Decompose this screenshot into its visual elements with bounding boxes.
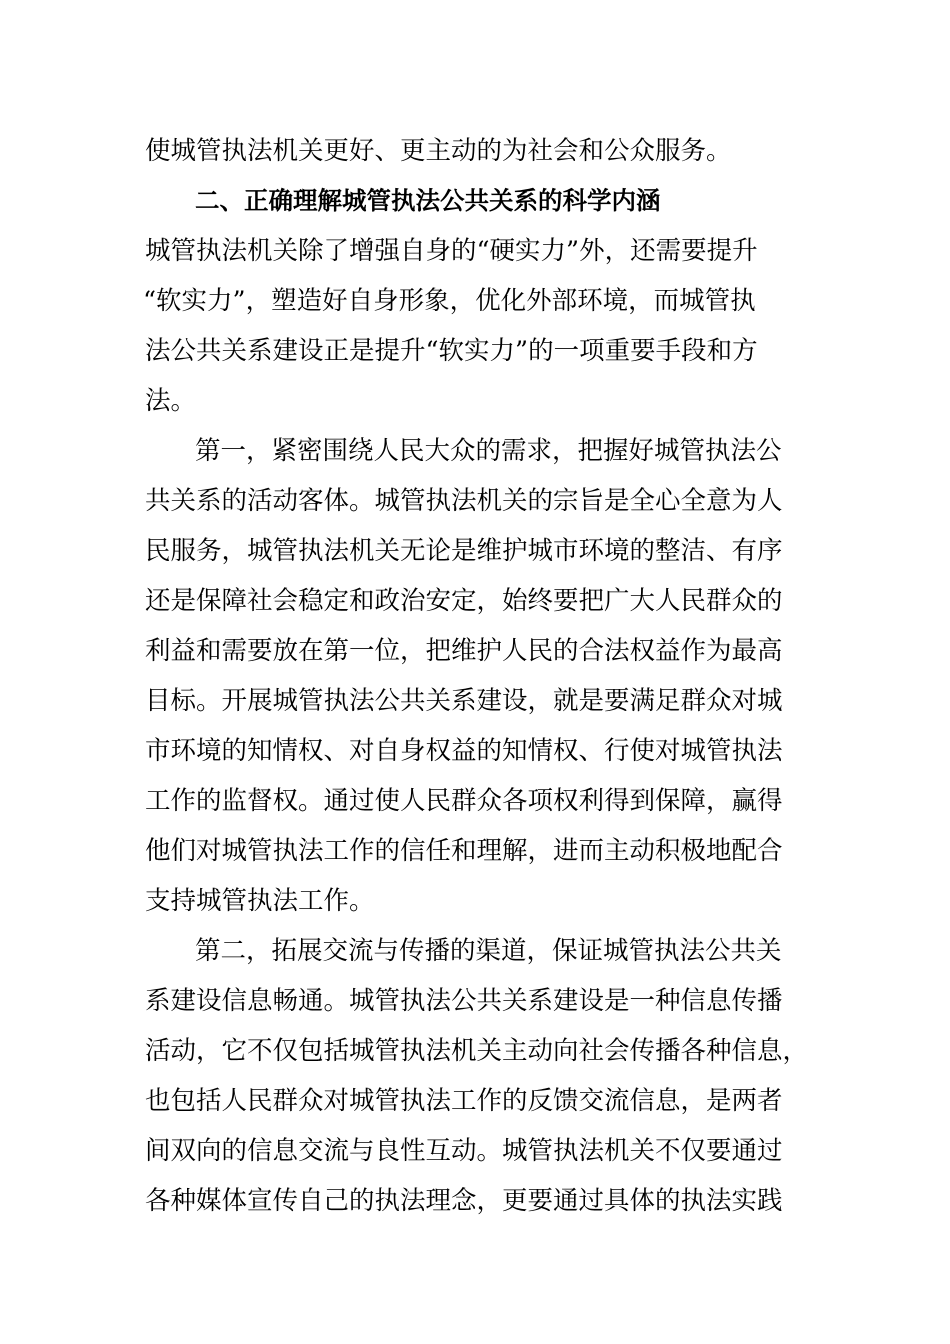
text-line: 他们对城管执法工作的信任和理解，进而主动积极地配合 (145, 836, 783, 866)
paragraph-first-line: 第二，拓展交流与传播的渠道，保证城管执法公共关 (195, 936, 782, 966)
section-heading: 二、正确理解城管执法公共关系的科学内涵 (195, 186, 661, 215)
text-line: 城管执法机关除了增强自身的“硬实力”外，还需要提升 (145, 236, 758, 266)
text-line: 也包括人民群众对城管执法工作的反馈交流信息，是两者 (145, 1086, 783, 1116)
text-line: 活动，它不仅包括城管执法机关主动向社会传播各种信息， (145, 1036, 809, 1066)
paragraph-first-line: 第一，紧密围绕人民大众的需求，把握好城管执法公 (195, 436, 782, 466)
text-line: 工作的监督权。通过使人民群众各项权利得到保障，赢得 (145, 786, 783, 816)
text-line: 目标。开展城管执法公共关系建设，就是要满足群众对城 (145, 686, 783, 716)
text-line: 法。 (145, 386, 197, 416)
text-line: 支持城管执法工作。 (145, 886, 375, 916)
text-line: 利益和需要放在第一位，把维护人民的合法权益作为最高 (145, 636, 783, 666)
text-line: 还是保障社会稳定和政治安定，始终要把广大人民群众的 (145, 586, 783, 616)
text-line: 民服务，城管执法机关无论是维护城市环境的整洁、有序 (145, 536, 783, 566)
text-line: 间双向的信息交流与良性互动。城管执法机关不仅要通过 (145, 1136, 783, 1166)
text-line: 共关系的活动客体。城管执法机关的宗旨是全心全意为人 (145, 486, 783, 516)
text-line: “软实力”，塑造好自身形象，优化外部环境，而城管执 (143, 286, 756, 316)
text-line: 法公共关系建设正是提升“软实力”的一项重要手段和方 (145, 336, 758, 366)
text-line: 各种媒体宣传自己的执法理念，更要通过具体的执法实践 (145, 1186, 783, 1216)
text-line: 使城管执法机关更好、更主动的为社会和公众服务。 (145, 136, 732, 166)
text-line: 系建设信息畅通。城管执法公共关系建设是一种信息传播 (145, 986, 783, 1016)
text-line: 市环境的知情权、对自身权益的知情权、行使对城管执法 (145, 736, 783, 766)
